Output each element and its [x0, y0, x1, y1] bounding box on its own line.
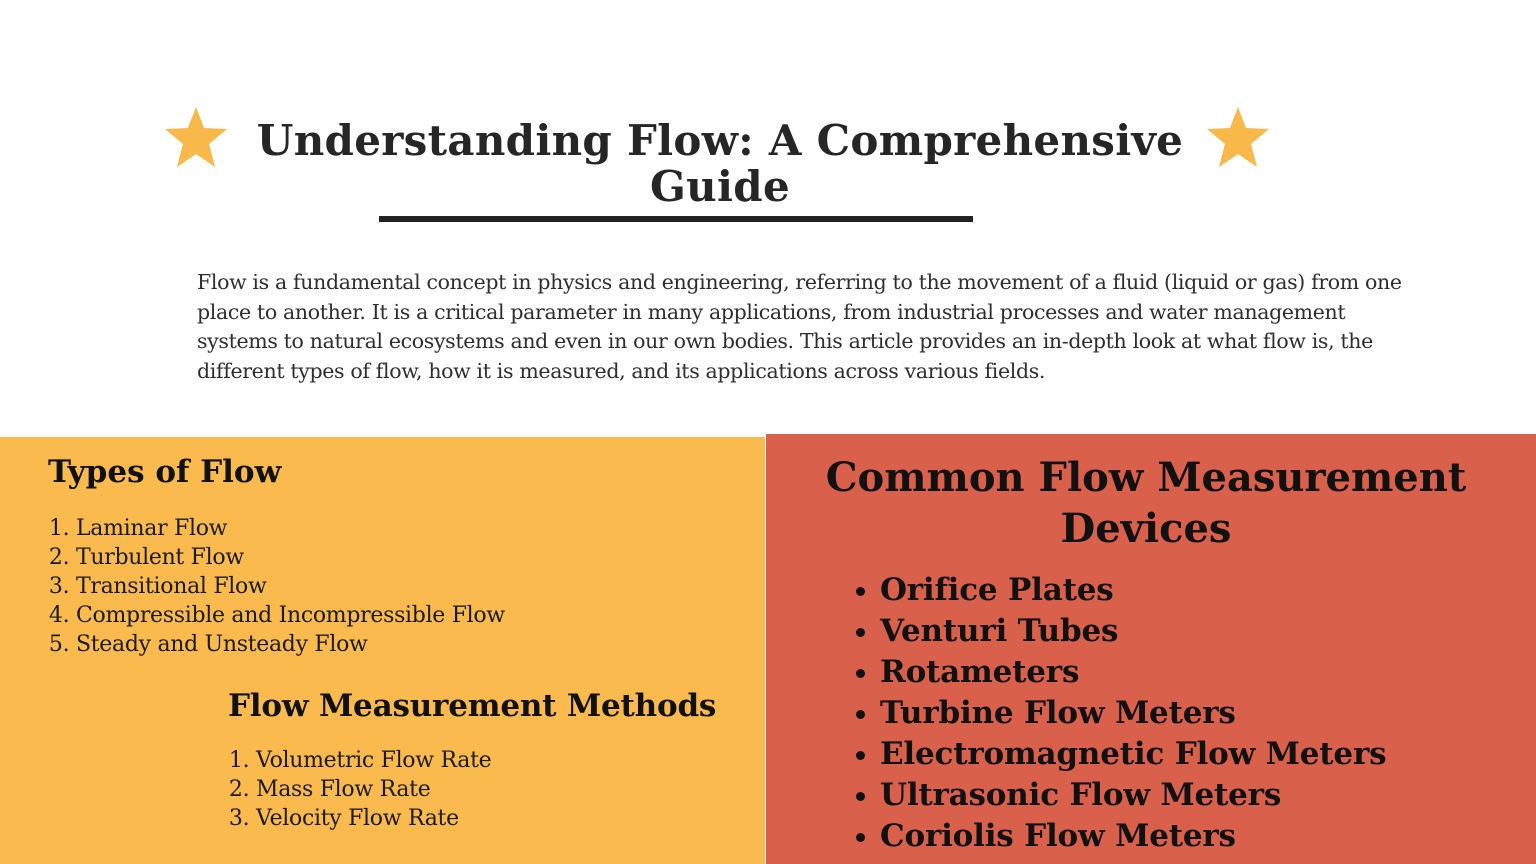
- list-item: 4. Compressible and Incompressible Flow: [76, 601, 505, 630]
- star-icon: [164, 106, 228, 168]
- list-item: 5. Steady and Unsteady Flow: [76, 630, 505, 659]
- list-item: 1. Laminar Flow: [76, 514, 505, 543]
- list-item: • Rotameters: [880, 652, 1386, 693]
- list-item: • Coriolis Flow Meters: [880, 816, 1386, 857]
- list-item: 2. Turbulent Flow: [76, 543, 505, 572]
- list-item: 2. Mass Flow Rate: [256, 775, 491, 804]
- list-item: • Ultrasonic Flow Meters: [880, 775, 1386, 816]
- page-title: Understanding Flow: A Comprehensive Guide: [256, 116, 1184, 211]
- list-item: • Turbine Flow Meters: [880, 693, 1386, 734]
- intro-paragraph: Flow is a fundamental concept in physics and engineering, referring to the movement of a fluid (liquid or gas) from one place to another. It is a critical parameter in many applications, from industrial processes and water management systems to natural ecosystems and even in our own bodies. This article provides an in-depth look at what flow is, the different types of flow, how it is measured, and its applications across various fields.: [197, 270, 1402, 383]
- methods-heading: Flow Measurement Methods: [228, 688, 717, 724]
- list-item: • Orifice Plates: [880, 570, 1386, 611]
- list-item: 1. Volumetric Flow Rate: [256, 746, 491, 775]
- star-icon: [1206, 106, 1270, 168]
- types-list: [76, 514, 505, 659]
- devices-heading: Common Flow Measurement Devices: [825, 454, 1467, 552]
- list-item: 3. Velocity Flow Rate: [256, 804, 491, 833]
- list-item: • Electromagnetic Flow Meters: [880, 734, 1386, 775]
- list-item: 3. Transitional Flow: [76, 572, 505, 601]
- types-heading: Types of Flow: [48, 454, 282, 490]
- list-item: • Venturi Tubes: [880, 611, 1386, 652]
- devices-list: [880, 570, 1386, 857]
- methods-list: [256, 746, 491, 833]
- title-underline: [379, 216, 973, 222]
